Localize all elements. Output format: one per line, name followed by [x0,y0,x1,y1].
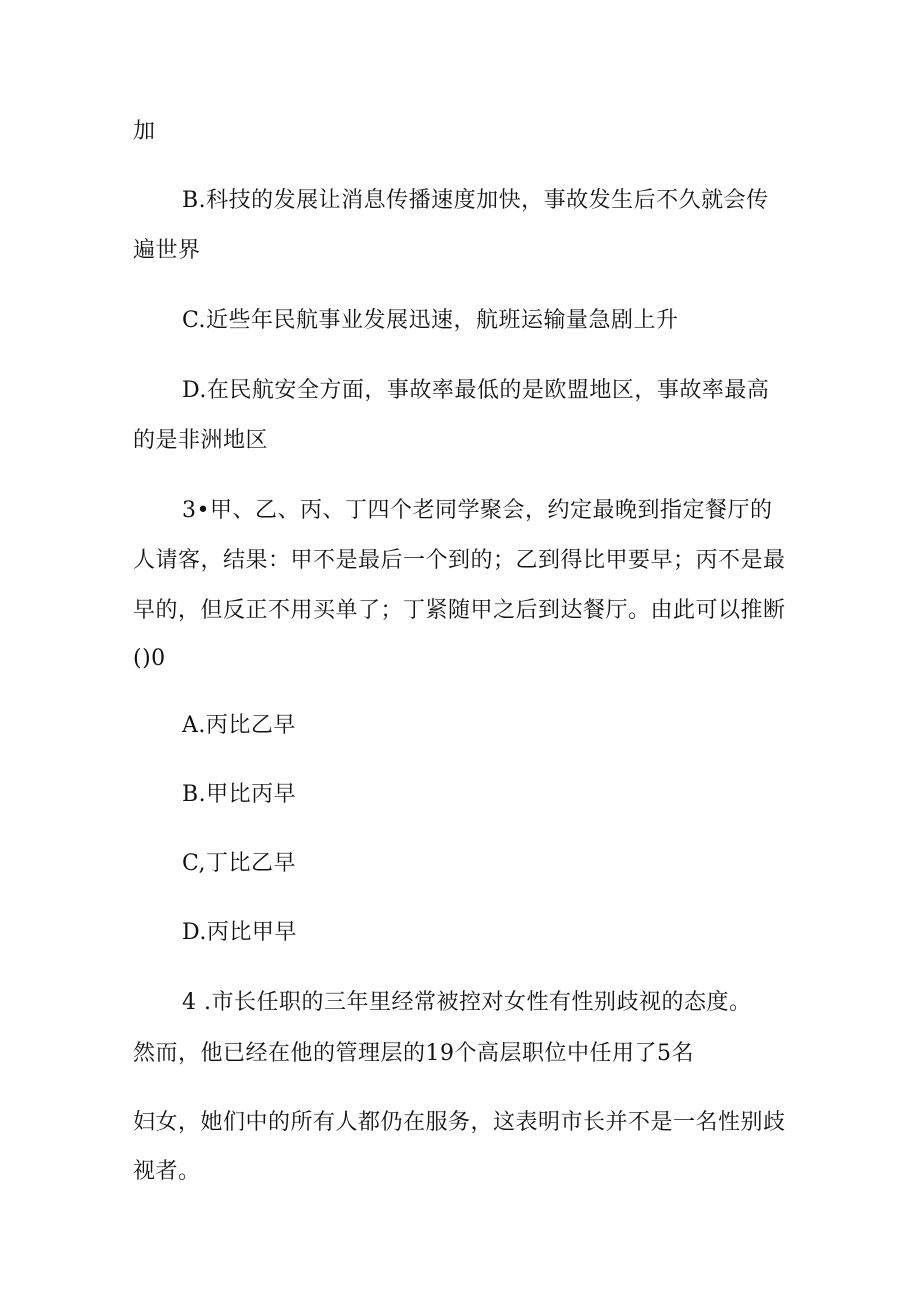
option-c-line: C.近些年民航事业发展迅速，航班运输量急剧上升 [182,308,679,333]
question-3-line-4: ()0 [133,646,166,671]
question-4-line-1: 4 .市长任职的三年里经常被控对女性有性别歧视的态度。 [182,990,752,1015]
option-a: A.丙比乙早 [182,713,296,738]
option-b: B.甲比丙早 [182,782,297,807]
question-4-line-2: 然而，他已经在他的管理层的19个高层职位中任用了5名 [133,1041,694,1066]
question-3-line-3: 早的，但反正不用买单了；丁紧随甲之后到达餐厅。由此可以推断 [133,598,786,623]
option-d-line-1: D.在民航安全方面，事故率最低的是欧盟地区，事故率最高 [182,378,770,403]
question-4-line-3: 妇女，她们中的所有人都仍在服务，这表明市长并不是一名性别歧 [133,1110,786,1135]
option-c: C,丁比乙早 [182,851,297,876]
option-b-line-1: B.科技的发展让消息传播速度加快，事故发生后不久就会传 [182,188,769,213]
option-b-line-2: 遍世界 [133,238,201,263]
question-4-line-4: 视者。 [133,1159,201,1184]
option-d: D.丙比甲早 [182,920,297,945]
question-3-line-1: 3•甲、乙、丙、丁四个老同学聚会，约定最晚到指定餐厅的 [182,498,773,523]
option-d-line-2: 的是非洲地区 [133,428,269,453]
question-3-line-2: 人请客，结果：甲不是最后一个到的；乙到得比甲要早；丙不是最 [133,548,786,573]
text-line: 加 [133,119,156,144]
